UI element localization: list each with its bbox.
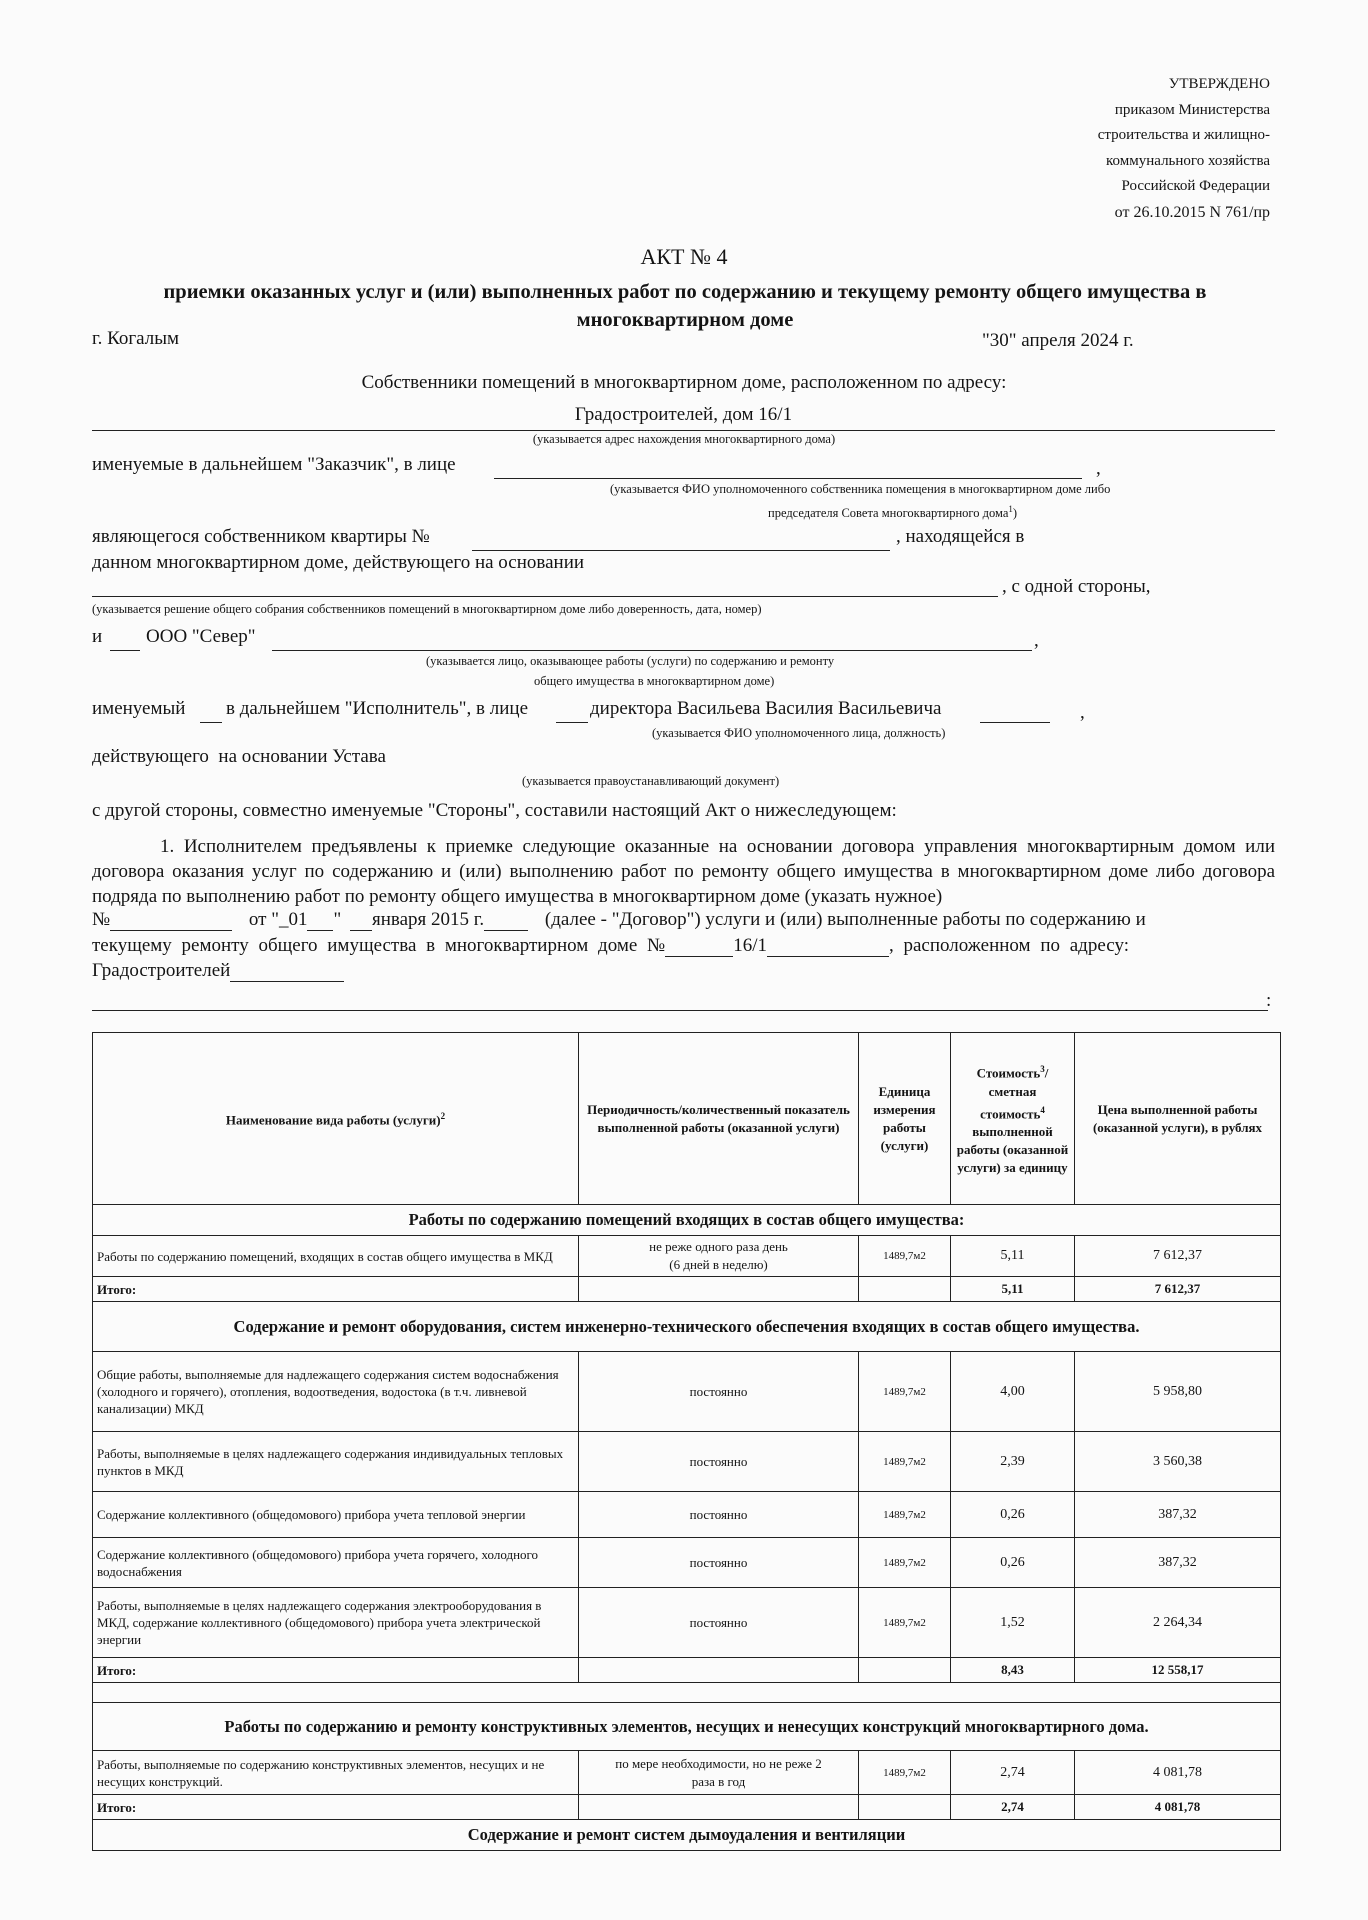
work-unit: 1489,7м2 bbox=[859, 1236, 951, 1277]
work-name: Содержание коллективного (общедомового) прибора учета горячего, холодного водоснабжения bbox=[93, 1538, 579, 1588]
customer-note-2: председателя Совета многоквартирного дома$^1$) bbox=[768, 504, 1018, 521]
work-unit: 1489,7м2 bbox=[859, 1492, 951, 1538]
customer-name-line bbox=[494, 454, 1082, 479]
paragraph-1-street bbox=[92, 960, 344, 982]
work-cost: 5,11 bbox=[951, 1236, 1075, 1277]
table-row bbox=[93, 1492, 1281, 1538]
owner-text-line2: данном многоквартирном доме, действующего на основании bbox=[92, 552, 585, 573]
work-name: Работы, выполняемые в целях надлежащего содержания индивидуальных тепловых пунктов в МКД bbox=[93, 1432, 579, 1492]
executor-note: (указывается ФИО уполномоченного лица, должность) bbox=[652, 726, 946, 740]
table-row bbox=[93, 1588, 1281, 1658]
contractor-note: (указывается лицо, оказывающее работы (услуги) по содержанию и ремонту bbox=[426, 654, 835, 668]
total-row bbox=[93, 1658, 1281, 1683]
work-period: постоянно bbox=[579, 1588, 859, 1658]
approval-line: приказом Министерства bbox=[1114, 101, 1270, 118]
total-row bbox=[93, 1795, 1281, 1820]
header-unit: Единица измерения работы (услуги) bbox=[859, 1033, 951, 1205]
work-price: 2 264,34 bbox=[1075, 1588, 1281, 1658]
section-title: Содержание и ремонт оборудования, систем инженерно-технического обеспечения входящих в состав общего имущества. bbox=[93, 1302, 1281, 1352]
work-cost: 4,00 bbox=[951, 1352, 1075, 1432]
work-period: по мере необходимости, но не реже 2 раза в год bbox=[579, 1751, 859, 1795]
basis-line bbox=[92, 574, 998, 597]
owner-text: являющегося собственником квартиры № bbox=[92, 526, 430, 547]
works-table bbox=[92, 1032, 1281, 1851]
paragraph-1: 1. Исполнителем предъявлены к приемке следующие оказанные на основании договора управления многоквартирным домом или договора оказания услуг по содержанию и (или) выполнению работ по ремонту общего имущества в многоквартирном доме либо договора подряда по выполнению работ по ремонту общего имущества в многоквартирном доме (указать нужное) bbox=[92, 836, 1275, 907]
contractor-line bbox=[272, 626, 1032, 651]
work-name: Работы, выполняемые по содержанию конструктивных элементов, несущих и не несущих конструкций. bbox=[93, 1751, 579, 1795]
total-cost: 8,43 bbox=[951, 1658, 1075, 1683]
basis-note: (указывается решение общего собрания собственников помещений в многоквартирном доме либо доверенность, дата, номер) bbox=[92, 602, 762, 616]
work-cost: 0,26 bbox=[951, 1492, 1075, 1538]
work-unit: 1489,7м2 bbox=[859, 1538, 951, 1588]
street-name: Градостроителей bbox=[92, 960, 231, 981]
city: г. Когалым bbox=[92, 328, 180, 349]
total-label: Итого: bbox=[93, 1658, 579, 1683]
table-row bbox=[93, 1432, 1281, 1492]
table-row bbox=[93, 1352, 1281, 1432]
paragraph-colon: : bbox=[1266, 990, 1272, 1011]
total-row bbox=[93, 1277, 1281, 1302]
executor-post-line bbox=[980, 698, 1050, 723]
paragraph-1-line5: текущему ремонту общего имущества в многоквартирном доме № 16/1 , расположенном по адресу: bbox=[92, 935, 1129, 956]
approval-order: от 26.10.2015 N 761/пр bbox=[1114, 203, 1270, 221]
act-date: "30" апреля 2024 г. bbox=[982, 330, 1134, 351]
one-side: , с одной стороны, bbox=[1002, 576, 1151, 597]
address-value: Градостроителей, дом 16/1 bbox=[574, 404, 793, 425]
header-price: Цена выполненной работы (оказанной услуги), в рублях bbox=[1075, 1033, 1281, 1205]
document-title: АКТ № 4 bbox=[640, 244, 728, 269]
flat-number-line bbox=[472, 526, 890, 551]
work-period: постоянно bbox=[579, 1492, 859, 1538]
header-name: Наименование вида работы (услуги)$^2$ bbox=[93, 1033, 579, 1205]
contractor-name: ООО "Север" bbox=[146, 626, 256, 647]
work-unit: 1489,7м2 bbox=[859, 1588, 951, 1658]
work-name: Общие работы, выполняемые для надлежащего содержания систем водоснабжения (холодного и горячего), отопления, водоотведения, водостока (в т.ч. ливневой канализации) МКД bbox=[93, 1352, 579, 1432]
executor-text-1: именуемый bbox=[92, 698, 186, 719]
section-row bbox=[93, 1820, 1281, 1851]
work-cost: 1,52 bbox=[951, 1588, 1075, 1658]
document-subtitle: приемки оказанных услуг и (или) выполненных работ по содержанию и текущему ремонту общего имущества в многоквартирном доме bbox=[163, 281, 1207, 331]
address-continuation-line bbox=[92, 986, 1268, 1011]
work-period: постоянно bbox=[579, 1432, 859, 1492]
work-price: 3 560,38 bbox=[1075, 1432, 1281, 1492]
work-price: 7 612,37 bbox=[1075, 1236, 1281, 1277]
work-period: постоянно bbox=[579, 1538, 859, 1588]
approval-line: строительства и жилищно- bbox=[1097, 127, 1270, 143]
table-row bbox=[93, 1236, 1281, 1277]
section-row bbox=[93, 1205, 1281, 1236]
other-side: с другой стороны, совместно именуемые "Стороны", составили настоящий Акт о нижеследующем: bbox=[92, 800, 897, 821]
header-period: Периодичность/количественный показатель выполненной работы (оказанной услуги) bbox=[579, 1033, 859, 1205]
contractor-note-2: общего имущества в многоквартирном доме) bbox=[534, 674, 775, 688]
approval-line: коммунального хозяйства bbox=[1106, 152, 1270, 169]
work-cost: 2,39 bbox=[951, 1432, 1075, 1492]
total-cost: 2,74 bbox=[951, 1795, 1075, 1820]
work-cost: 0,26 bbox=[951, 1538, 1075, 1588]
owner-text-end: , находящейся в bbox=[896, 526, 1025, 547]
total-price: 12 558,17 bbox=[1075, 1658, 1281, 1683]
total-price: 4 081,78 bbox=[1075, 1795, 1281, 1820]
approval-title: УТВЕРЖДЕНО bbox=[1168, 76, 1270, 92]
owners-intro: Собственники помещений в многоквартирном доме, расположенном по адресу: bbox=[361, 372, 1007, 393]
contractor-comma: , bbox=[1034, 630, 1039, 651]
work-period: постоянно bbox=[579, 1352, 859, 1432]
address-note: (указывается адрес нахождения многоквартирного дома) bbox=[532, 432, 836, 446]
section-title: Работы по содержанию помещений входящих в состав общего имущества: bbox=[93, 1205, 1281, 1236]
contract-day: _01 bbox=[278, 909, 308, 930]
work-cost: 2,74 bbox=[951, 1751, 1075, 1795]
work-unit: 1489,7м2 bbox=[859, 1432, 951, 1492]
table-row bbox=[93, 1538, 1281, 1588]
executor-blank bbox=[200, 698, 222, 723]
table-header-row bbox=[93, 1033, 1281, 1205]
work-unit: 1489,7м2 bbox=[859, 1352, 951, 1432]
customer-note: (указывается ФИО уполномоченного собственника помещения в многоквартирном доме либо bbox=[610, 482, 1111, 496]
contract-number-line bbox=[110, 910, 232, 931]
total-cost: 5,11 bbox=[951, 1277, 1075, 1302]
section-title: Содержание и ремонт систем дымоудаления и вентиляции bbox=[93, 1820, 1281, 1851]
executor-pre-line bbox=[556, 698, 588, 723]
customer-comma: , bbox=[1096, 458, 1101, 479]
section-row bbox=[93, 1703, 1281, 1751]
work-period: не реже одного раза день (6 дней в неделю) bbox=[579, 1236, 859, 1277]
work-price: 387,32 bbox=[1075, 1538, 1281, 1588]
work-name: Работы, выполняемые в целях надлежащего содержания электрооборудования в МКД, содержание коллективного (общедомового) прибора учета электрической энергии bbox=[93, 1588, 579, 1658]
table-row bbox=[93, 1751, 1281, 1795]
address-field bbox=[92, 404, 1275, 431]
work-price: 4 081,78 bbox=[1075, 1751, 1281, 1795]
total-label: Итого: bbox=[93, 1795, 579, 1820]
section-title: Работы по содержанию и ремонту конструктивных элементов, несущих и ненесущих конструкций многоквартирного дома. bbox=[93, 1703, 1281, 1751]
contract-month: января 2015 г. bbox=[371, 909, 485, 930]
work-unit: 1489,7м2 bbox=[859, 1751, 951, 1795]
contractor-pre-line bbox=[110, 626, 140, 651]
work-name: Содержание коллективного (общедомового) прибора учета тепловой энергии bbox=[93, 1492, 579, 1538]
total-label: Итого: bbox=[93, 1277, 579, 1302]
spacer-row bbox=[93, 1683, 1281, 1703]
executor-text-2: в дальнейшем "Исполнитель", в лице bbox=[226, 698, 528, 719]
total-price: 7 612,37 bbox=[1075, 1277, 1281, 1302]
work-price: 387,32 bbox=[1075, 1492, 1281, 1538]
customer-text: именуемые в дальнейшем "Заказчик", в лице bbox=[92, 454, 456, 475]
approval-line: Российской Федерации bbox=[1121, 178, 1270, 194]
executor-comma: , bbox=[1080, 702, 1085, 723]
house-number: 16/1 bbox=[733, 935, 767, 956]
header-cost: Стоимость$^3$/сметная стоимость$^4$ выполненной работы (оказанной услуги) за единицу bbox=[951, 1033, 1075, 1205]
approval-block bbox=[1098, 72, 1270, 225]
section-row bbox=[93, 1302, 1281, 1352]
acting-basis: действующего на основании Устава bbox=[92, 746, 386, 767]
contractor-prefix: и bbox=[92, 626, 103, 647]
work-price: 5 958,80 bbox=[1075, 1352, 1281, 1432]
work-name: Работы по содержанию помещений, входящих в состав общего имущества в МКД bbox=[93, 1236, 579, 1277]
acting-note: (указывается правоустанавливающий документ) bbox=[522, 774, 780, 788]
paragraph-1-line4: № от "_01 " января 2015 г. (далее - "Договор") услуги и (или) выполненные работы по содержанию и bbox=[92, 909, 1146, 930]
executor-person: директора Васильева Василия Васильевича bbox=[590, 698, 942, 719]
